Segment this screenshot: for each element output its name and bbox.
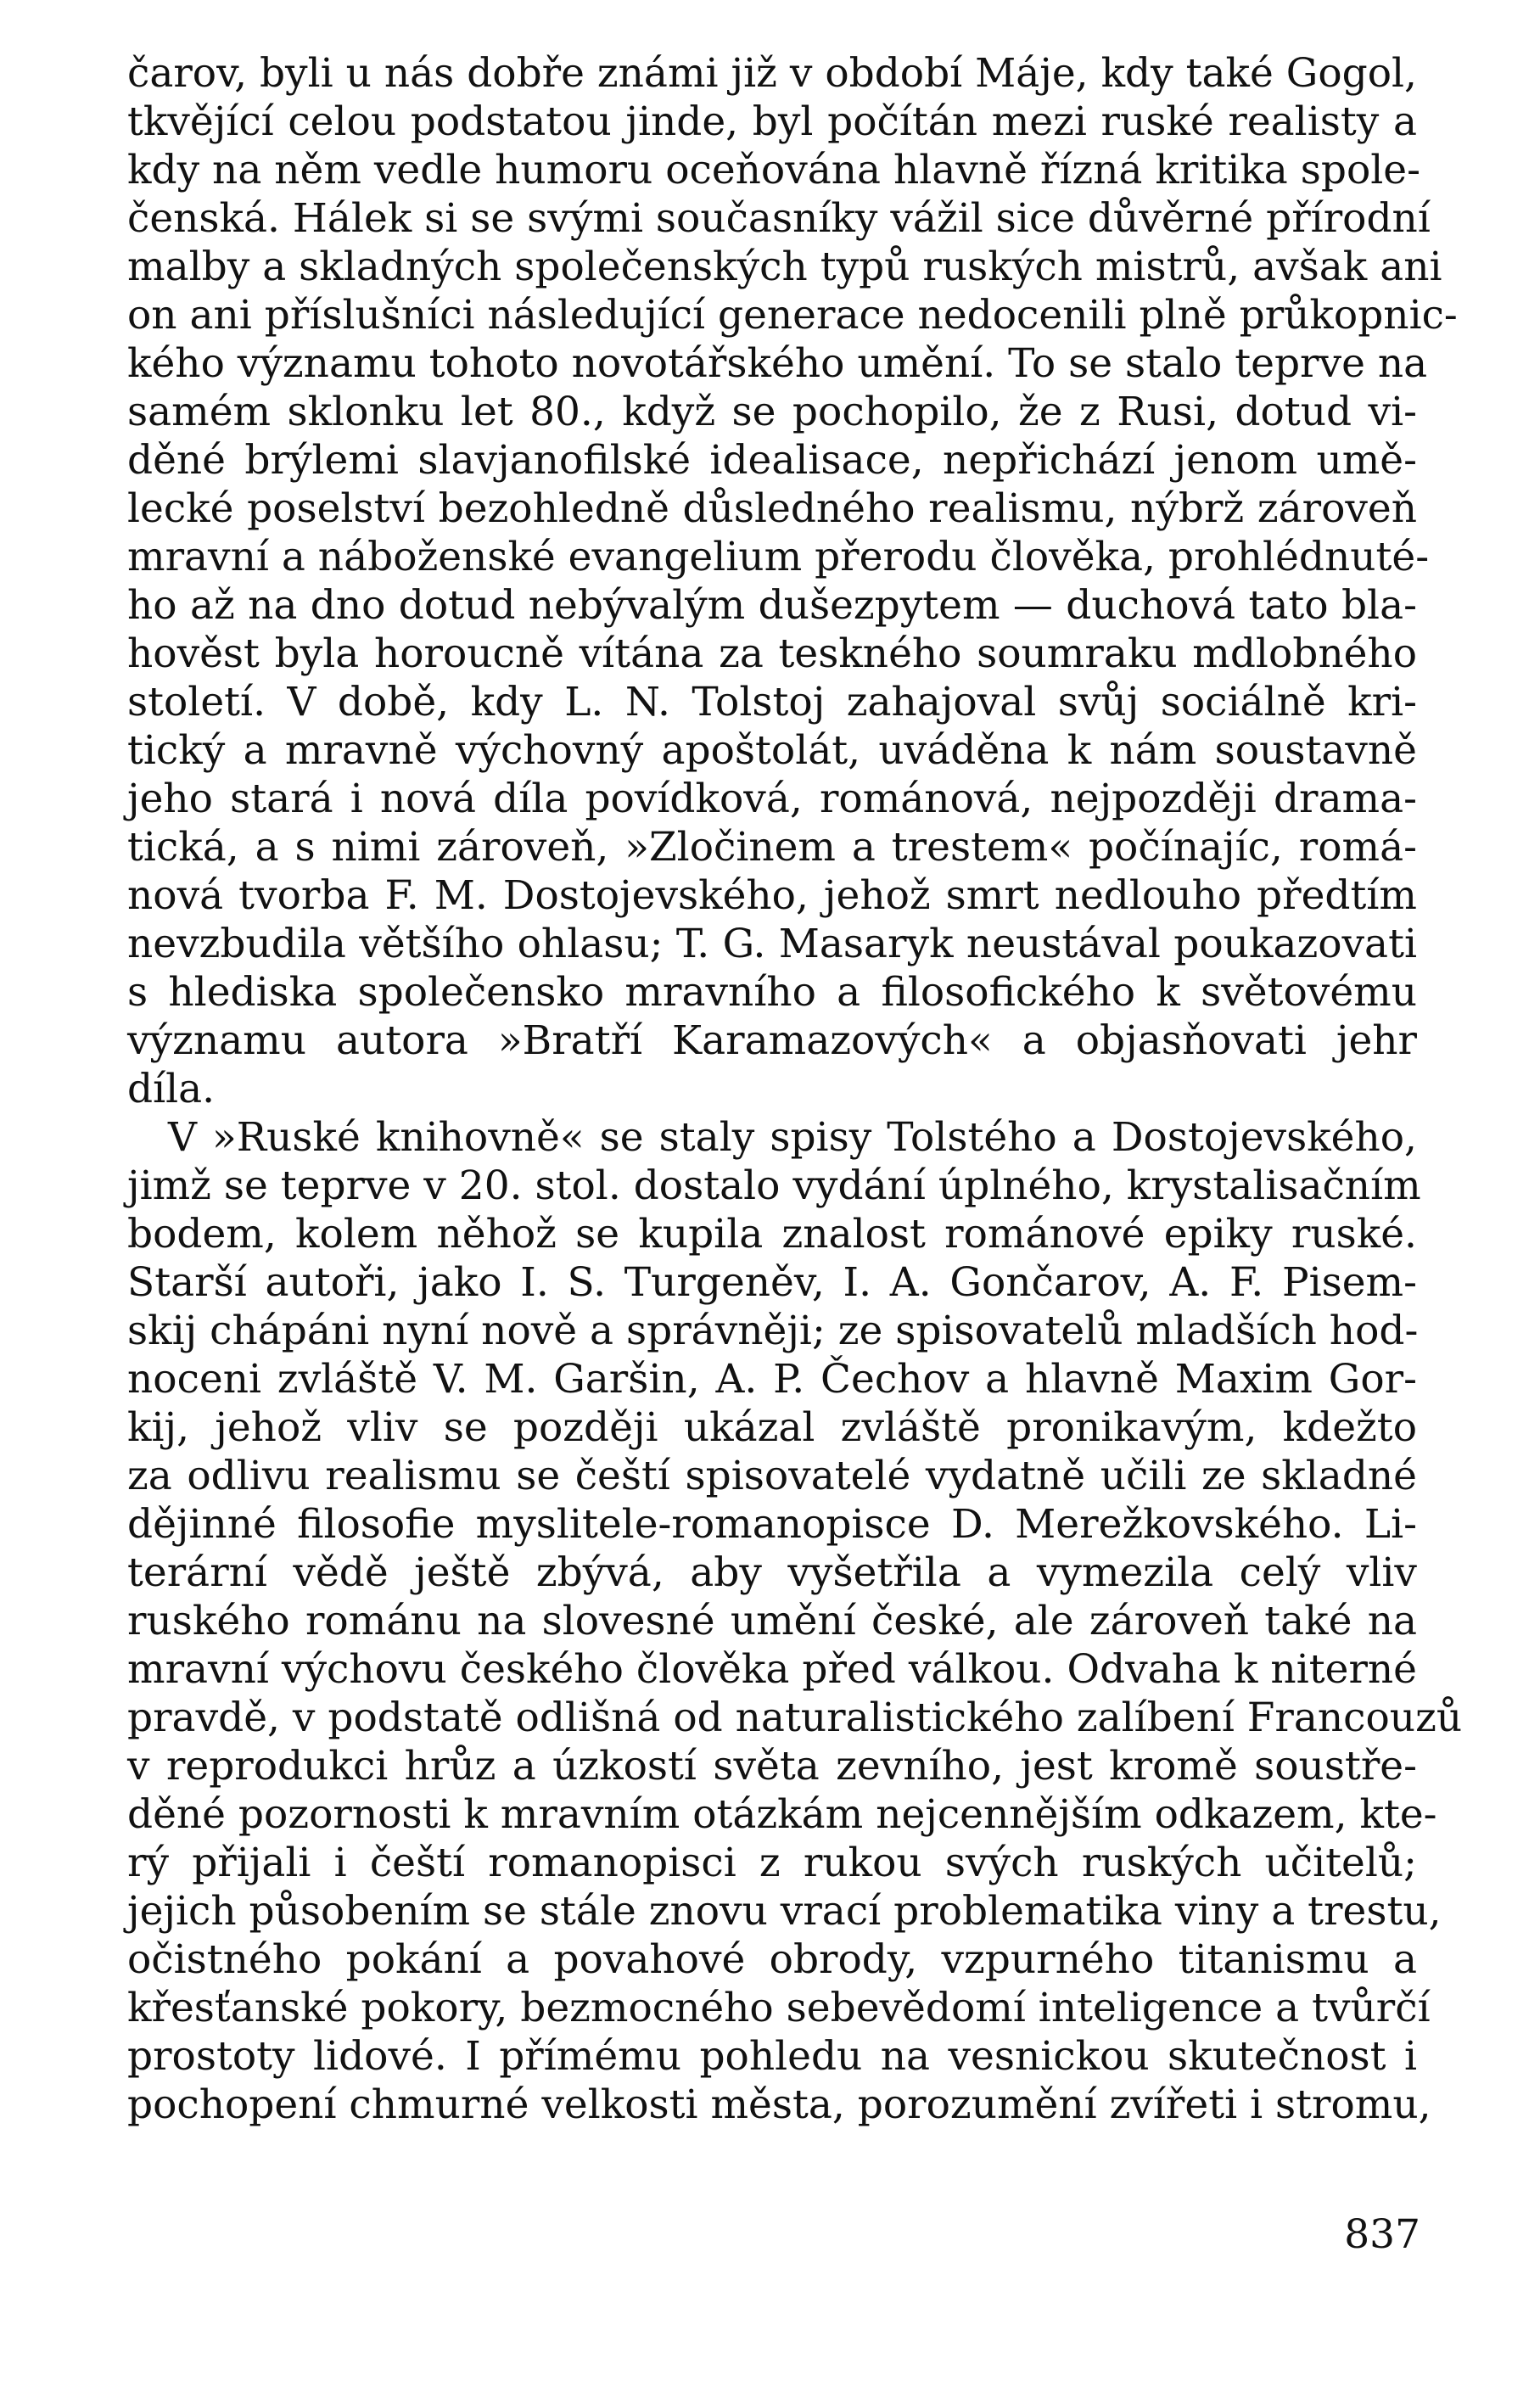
text-line: skij chápáni nyní nově a správněji; ze spisovatelů mladších hod- — [127, 1308, 1419, 1354]
text-line: on ani příslušníci následující generace nedocenili plně průkopnic- — [127, 292, 1458, 339]
text-line: V »Ruské knihovně« se staly spisy Tolstého a Dostojevského, — [168, 1114, 1417, 1161]
text-line: kij, jehož vliv se později ukázal zvláště pronikavým, kdežto — [127, 1404, 1417, 1451]
text-line: terární vědě ještě zbývá, aby vyšetřila a vymezila celý vliv — [127, 1549, 1417, 1596]
text-line: tický a mravně výchovný apoštolát, uváděna k nám soustavně — [127, 727, 1417, 774]
text-line: křesťanské pokory, bezmocného sebevědomí inteligence a tvůrčí — [127, 1985, 1431, 2031]
text-line: díla. — [127, 1066, 216, 1112]
text-line: kého významu tohoto novotářského umění. To se stalo teprve na — [127, 340, 1428, 387]
text-line: kdy na něm vedle humoru oceňována hlavně řízná kritika spole- — [127, 147, 1420, 193]
text-line: hověst byla horoucně vítána za teskného soumraku mdlobného — [127, 630, 1417, 677]
text-line: jeho stará i nová díla povídková, románová, nejpozději drama- — [127, 776, 1417, 822]
text-line: čarov, byli u nás dobře známi již v období Máje, kdy také Gogol, — [127, 50, 1417, 97]
text-line: Starší autoři, jako I. S. Turgeněv, I. A. Gončarov, A. F. Pisem- — [127, 1259, 1417, 1306]
text-line: mravní a náboženské evangelium přerodu člověka, prohlédnuté- — [127, 534, 1430, 580]
text-line: děné brýlemi slavjanofilské idealisace, nepřichází jenom umě- — [127, 437, 1417, 484]
text-line: století. V době, kdy L. N. Tolstoj zahajoval svůj sociálně kri- — [127, 679, 1417, 725]
text-line: tická, a s nimi zároveň, »Zločinem a trestem« počínajíc, romá- — [127, 824, 1417, 871]
body-text — [127, 49, 1463, 2129]
text-line: rý přijali i čeští romanopisci z rukou svých ruských učitelů; — [127, 1840, 1417, 1886]
text-line: malby a skladných společenských typů ruských mistrů, avšak ani — [127, 244, 1442, 290]
text-line: samém sklonku let 80., když se pochopilo, že z Rusi, dotud vi- — [127, 389, 1417, 435]
text-line: noceni zvláště V. M. Garšin, A. P. Čechov a hlavně Maxim Gor- — [127, 1356, 1417, 1403]
text-line: bodem, kolem něhož se kupila znalost románové epiky ruské. — [127, 1211, 1417, 1258]
text-line: pravdě, v podstatě odlišná od naturalistického zalíbení Francouzů — [127, 1694, 1463, 1741]
text-line: ruského románu na slovesné umění české, ale zároveň také na — [127, 1598, 1417, 1644]
text-line: čenská. Hálek si se svými současníky vážil sice důvěrné přírodní — [127, 195, 1431, 242]
text-line: ho až na dno dotud nebývalým dušezpytem — duchová tato bla- — [127, 582, 1417, 629]
text-line: očistného pokání a povahové obrody, vzpurného titanismu a — [127, 1936, 1417, 1983]
text-line: pochopení chmurné velkosti města, porozumění zvířeti i stromu, — [127, 2081, 1431, 2128]
text-line: jimž se teprve v 20. stol. dostalo vydání úplného, krystalisačním — [127, 1162, 1421, 1209]
page-number: 837 — [1344, 2211, 1420, 2258]
text-line: děné pozornosti k mravním otázkám nejcennějším odkazem, kte- — [127, 1791, 1437, 1838]
text-line: jejich působením se stále znovu vrací problematika viny a trestu, — [127, 1888, 1442, 1935]
text-line: tkvějící celou podstatou jinde, byl počítán mezi ruské realisty a — [127, 98, 1417, 145]
text-line: nová tvorba F. M. Dostojevského, jehož smrt nedlouho předtím — [127, 872, 1417, 919]
text-line: lecké poselství bezohledně důsledného realismu, nýbrž zároveň — [127, 485, 1417, 532]
text-line: významu autora »Bratří Karamazových« a objasňovati jehr — [127, 1017, 1417, 1064]
text-line: prostoty lidové. I přímému pohledu na vesnickou skutečnost i — [127, 2033, 1417, 2080]
text-line: mravní výchovu českého člověka před válkou. Odvaha k niterné — [127, 1646, 1417, 1693]
text-line: za odlivu realismu se čeští spisovatelé vydatně učili ze skladné — [127, 1453, 1417, 1499]
text-line: dějinné filosofie myslitele-romanopisce D. Merežkovského. Li- — [127, 1501, 1417, 1548]
text-line: s hlediska společensko mravního a filosofického k světovému — [127, 969, 1417, 1016]
text-line: nevzbudila většího ohlasu; T. G. Masaryk neustával poukazovati — [127, 921, 1417, 967]
text-line: v reprodukci hrůz a úzkostí světa zevního, jest kromě soustře- — [127, 1743, 1417, 1790]
